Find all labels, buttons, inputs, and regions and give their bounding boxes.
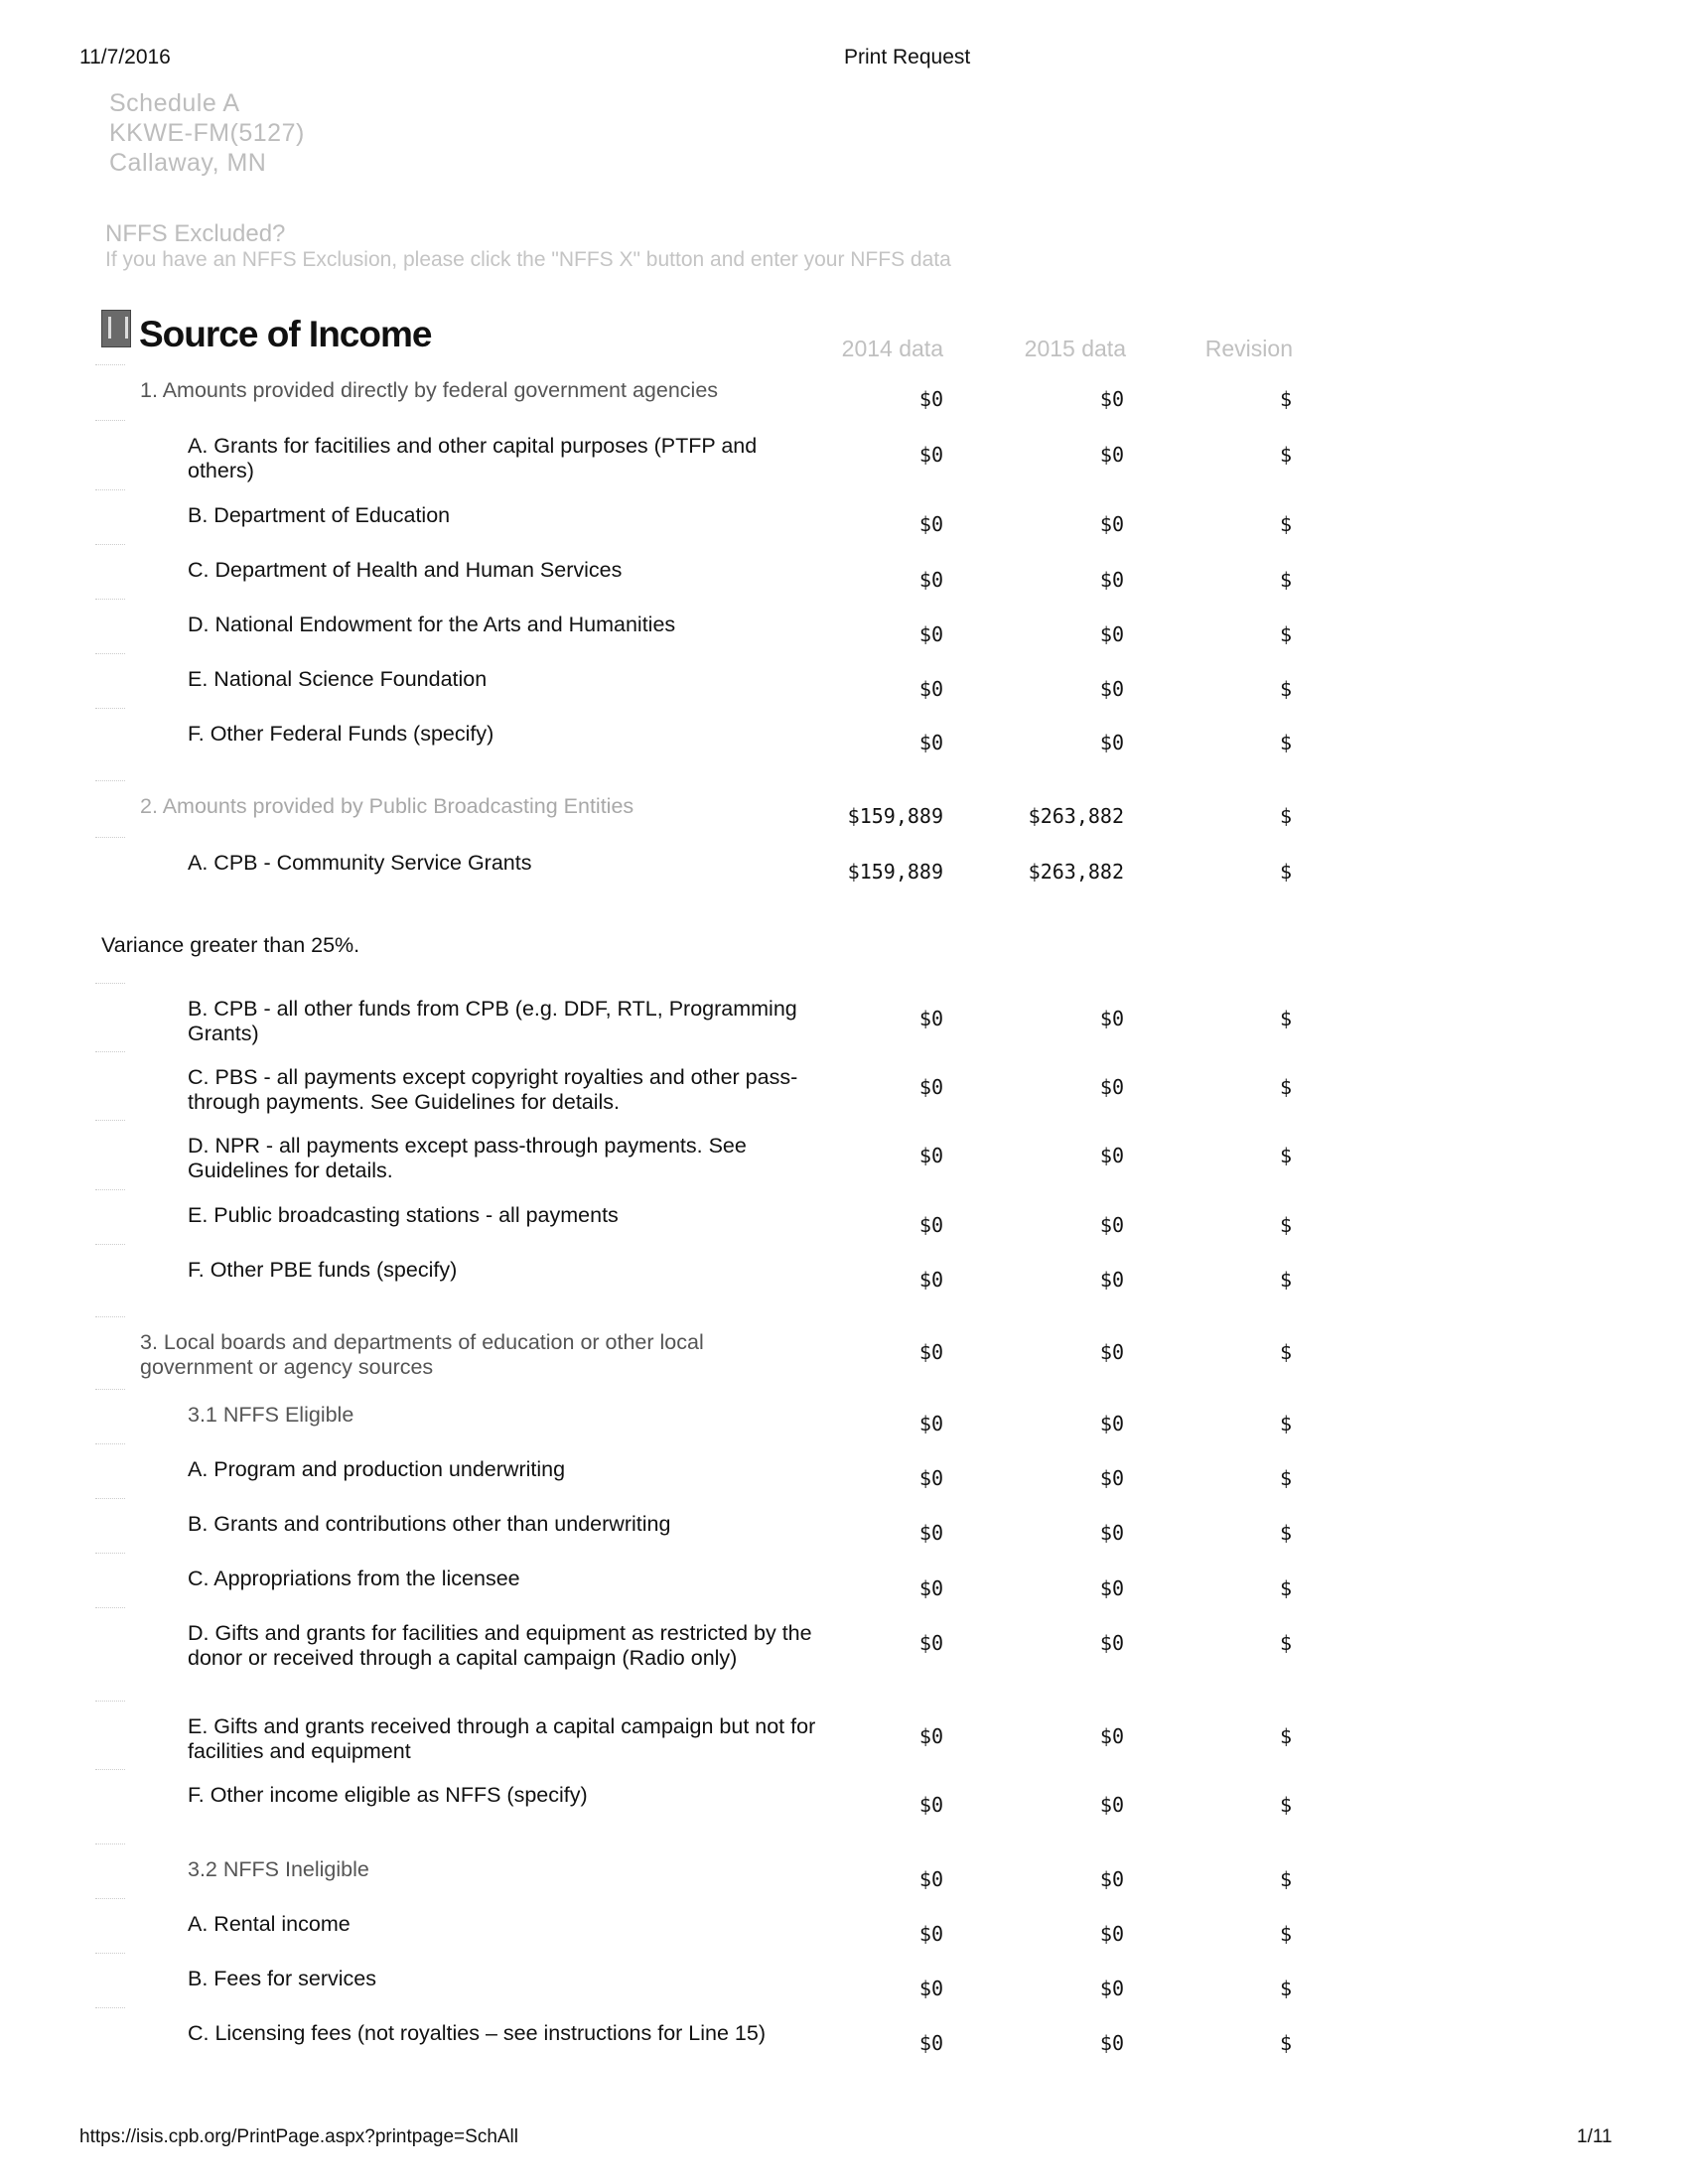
row-divider [95, 1953, 125, 1955]
value-2014: $0 [918, 1412, 943, 1435]
revision-input[interactable]: $ [1279, 1075, 1292, 1099]
revision-input[interactable]: $ [1279, 1867, 1292, 1891]
value-2015: $0 [1099, 1631, 1124, 1655]
value-2015: $263,882 [1028, 804, 1124, 828]
column-header-2014: 2014 data [841, 336, 943, 361]
revision-input[interactable]: $ [1279, 2031, 1292, 2055]
row-label: 2. Amounts provided by Public Broadcasting Entities [140, 794, 634, 818]
value-2015: $0 [1099, 1144, 1124, 1167]
value-2014: $0 [918, 1793, 943, 1817]
row-divider [95, 544, 125, 546]
value-2015: $0 [1099, 1576, 1124, 1600]
value-2015: $0 [1099, 622, 1124, 646]
revision-input[interactable]: $ [1279, 1576, 1292, 1600]
revision-input[interactable]: $ [1279, 443, 1292, 467]
value-2014: $0 [918, 731, 943, 754]
value-2014: $0 [918, 1867, 943, 1891]
row-label: B. Department of Education [188, 503, 451, 527]
row-label: 3.2 NFFS Ineligible [188, 1857, 369, 1881]
value-2015: $0 [1099, 1724, 1124, 1748]
nffs-excluded-title: NFFS Excluded? [105, 220, 286, 247]
revision-input[interactable]: $ [1279, 1466, 1292, 1490]
row-divider [95, 420, 125, 422]
row-divider [95, 1120, 125, 1122]
row-label: C. PBS - all payments except copyright royalties and other pass-through payments. See Guidelines for details. [188, 1065, 798, 1114]
row-divider [95, 1553, 125, 1555]
value-2014: $0 [918, 1466, 943, 1490]
print-title: Print Request [844, 46, 971, 68]
value-2014: $0 [918, 1007, 943, 1030]
row-divider [95, 1389, 125, 1391]
row-divider [95, 1769, 125, 1771]
value-2014: $159,889 [847, 860, 943, 884]
value-2015: $0 [1099, 677, 1124, 701]
value-2015: $0 [1099, 1412, 1124, 1435]
section-title: Source of Income [139, 314, 432, 354]
revision-input[interactable]: $ [1279, 1922, 1292, 1946]
row-divider [95, 1443, 125, 1445]
row-label: D. NPR - all payments except pass-through payments. See Guidelines for details. [188, 1134, 747, 1182]
nffs-excluded-note: If you have an NFFS Exclusion, please click the "NFFS X" button and enter your NFFS data [105, 248, 951, 271]
revision-input[interactable]: $ [1279, 1213, 1292, 1237]
row-divider [95, 653, 125, 655]
row-divider [95, 489, 125, 491]
row-divider [95, 1498, 125, 1500]
footer-url: https://isis.cpb.org/PrintPage.aspx?printpage=SchAll [79, 2126, 519, 2147]
value-2014: $0 [918, 1521, 943, 1545]
value-2014: $0 [918, 1922, 943, 1946]
value-2015: $0 [1099, 512, 1124, 536]
row-label: C. Department of Health and Human Services [188, 558, 623, 582]
row-divider [95, 1244, 125, 1246]
value-2014: $0 [918, 1075, 943, 1099]
row-label: 1. Amounts provided directly by federal government agencies [140, 378, 719, 402]
value-2015: $0 [1099, 1007, 1124, 1030]
value-2014: $0 [918, 443, 943, 467]
value-2015: $0 [1099, 1213, 1124, 1237]
row-divider [95, 1607, 125, 1609]
value-2015: $0 [1099, 1977, 1124, 2000]
row-divider [95, 780, 125, 782]
row-label: E. National Science Foundation [188, 667, 488, 691]
row-label: F. Other income eligible as NFFS (specify) [188, 1783, 588, 1807]
row-divider [95, 837, 125, 839]
revision-input[interactable]: $ [1279, 1412, 1292, 1435]
schedule-name: Schedule A [109, 89, 240, 117]
revision-input[interactable]: $ [1279, 1340, 1292, 1364]
value-2014: $0 [918, 1340, 943, 1364]
revision-input[interactable]: $ [1279, 1007, 1292, 1030]
column-header-2015: 2015 data [1024, 336, 1126, 361]
row-label: B. Grants and contributions other than underwriting [188, 1512, 671, 1536]
value-2014: $0 [918, 1144, 943, 1167]
station-id: KKWE-FM(5127) [109, 119, 305, 147]
row-divider [95, 1701, 125, 1703]
value-2015: $0 [1099, 1340, 1124, 1364]
value-2014: $0 [918, 1724, 943, 1748]
value-2015: $0 [1099, 387, 1124, 411]
row-divider [95, 1189, 125, 1191]
row-label: B. Fees for services [188, 1967, 376, 1990]
value-2015: $0 [1099, 1521, 1124, 1545]
row-divider [95, 599, 125, 601]
value-2014: $0 [918, 387, 943, 411]
value-2015: $0 [1099, 1793, 1124, 1817]
row-label: A. Program and production underwriting [188, 1457, 566, 1481]
value-2015: $0 [1099, 1075, 1124, 1099]
row-label: F. Other Federal Funds (specify) [188, 722, 494, 746]
revision-input[interactable]: $ [1279, 1521, 1292, 1545]
value-2014: $0 [918, 1213, 943, 1237]
print-date: 11/7/2016 [79, 46, 171, 68]
row-divider [95, 708, 125, 710]
column-header-revision: Revision [1204, 336, 1293, 361]
value-2014: $0 [918, 1631, 943, 1655]
row-divider [95, 364, 125, 366]
row-label: B. CPB - all other funds from CPB (e.g. DDF, RTL, Programming Grants) [188, 997, 797, 1045]
row-label: D. Gifts and grants for facilities and equipment as restricted by the donor or received through a capital campaign (Radio only) [188, 1621, 812, 1670]
revision-input[interactable]: $ [1279, 677, 1292, 701]
value-2014: $0 [918, 2031, 943, 2055]
revision-input[interactable]: $ [1279, 731, 1292, 754]
row-divider [95, 1843, 125, 1845]
row-divider [95, 2007, 125, 2009]
revision-input[interactable]: $ [1279, 804, 1292, 828]
revision-input[interactable]: $ [1279, 1977, 1292, 2000]
value-2014: $159,889 [847, 804, 943, 828]
revision-input[interactable]: $ [1279, 1631, 1292, 1655]
value-2015: $263,882 [1028, 860, 1124, 884]
revision-input[interactable]: $ [1279, 1268, 1292, 1292]
row-label: C. Appropriations from the licensee [188, 1567, 520, 1590]
row-label: 3.1 NFFS Eligible [188, 1403, 354, 1427]
value-2015: $0 [1099, 2031, 1124, 2055]
value-2014: $0 [918, 622, 943, 646]
revision-input[interactable]: $ [1279, 622, 1292, 646]
revision-input[interactable]: $ [1279, 1724, 1292, 1748]
revision-input[interactable]: $ [1279, 860, 1292, 884]
revision-input[interactable]: $ [1279, 387, 1292, 411]
row-label: C. Licensing fees (not royalties – see instructions for Line 15) [188, 2021, 766, 2045]
footer-page-number: 1/11 [1577, 2126, 1613, 2147]
value-2015: $0 [1099, 1922, 1124, 1946]
row-label: F. Other PBE funds (specify) [188, 1258, 458, 1282]
row-label: A. CPB - Community Service Grants [188, 851, 532, 875]
revision-input[interactable]: $ [1279, 1144, 1292, 1167]
value-2015: $0 [1099, 1466, 1124, 1490]
value-2014: $0 [918, 568, 943, 592]
row-label: 3. Local boards and departments of education or other local government or agency sources [140, 1330, 704, 1379]
row-divider [95, 1051, 125, 1053]
value-2014: $0 [918, 1977, 943, 2000]
collapse-toggle-icon[interactable] [101, 310, 131, 347]
station-location: Callaway, MN [109, 149, 267, 177]
value-2015: $0 [1099, 1867, 1124, 1891]
row-label: A. Rental income [188, 1912, 351, 1936]
value-2015: $0 [1099, 731, 1124, 754]
row-divider [95, 983, 125, 985]
value-2014: $0 [918, 1268, 943, 1292]
value-2014: $0 [918, 1576, 943, 1600]
row-label: E. Public broadcasting stations - all payments [188, 1203, 619, 1227]
value-2014: $0 [918, 512, 943, 536]
row-label: D. National Endowment for the Arts and Humanities [188, 613, 676, 636]
revision-input[interactable]: $ [1279, 512, 1292, 536]
row-label: A. Grants for facitilies and other capital purposes (PTFP and others) [188, 434, 758, 482]
value-2014: $0 [918, 677, 943, 701]
value-2015: $0 [1099, 443, 1124, 467]
revision-input[interactable]: $ [1279, 568, 1292, 592]
row-divider [95, 1316, 125, 1318]
variance-warning: Variance greater than 25%. [101, 933, 360, 957]
value-2015: $0 [1099, 1268, 1124, 1292]
row-label: E. Gifts and grants received through a capital campaign but not for facilities and equipment [188, 1714, 816, 1763]
revision-input[interactable]: $ [1279, 1793, 1292, 1817]
row-divider [95, 1898, 125, 1900]
value-2015: $0 [1099, 568, 1124, 592]
